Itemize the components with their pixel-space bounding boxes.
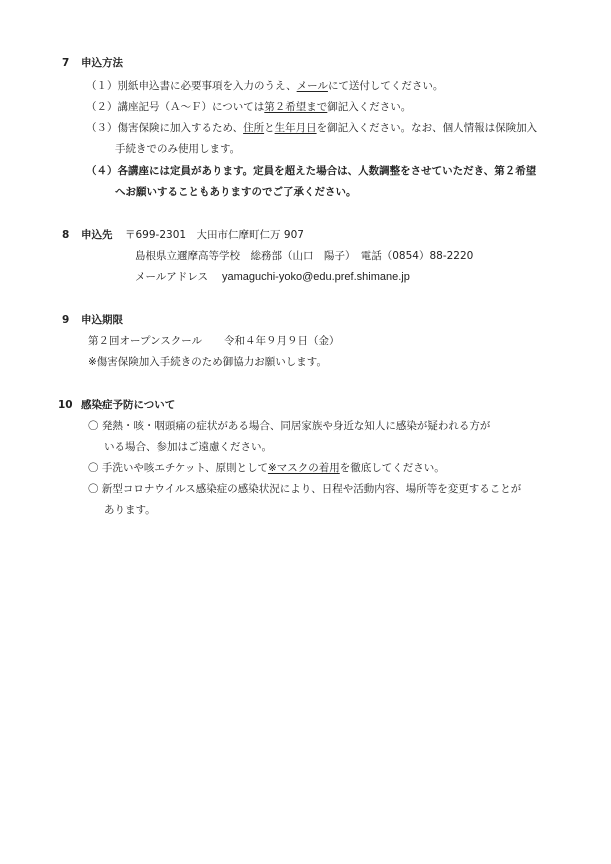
section-9-number: 9	[62, 314, 70, 326]
section-8-number: 8	[62, 229, 70, 241]
item-3-post: を御記入ください。なお、個人情報は保険加入	[316, 122, 538, 134]
section-10-title: 感染症予防について	[81, 399, 176, 411]
item-3	[86, 121, 537, 135]
item-3-continuation: 手続きでのみ使用します。	[115, 143, 241, 155]
organization-contact: 島根県立邇摩高等学校 総務部（山口 陽子） 電話（0854）88-2220	[135, 250, 474, 262]
item-3-mid: と	[264, 122, 275, 134]
item-3-pre: （３）傷害保険に加入するため、	[86, 122, 244, 134]
item-3-emphasis-birthdate: 生年月日	[274, 122, 317, 134]
section-7-title: 申込方法	[81, 57, 123, 69]
bullet-2-pre: 〇 手洗いや咳エチケット、原則として	[88, 462, 268, 474]
email-address: yamaguchi-yoko@edu.pref.shimane.jp	[221, 271, 410, 283]
item-1-post: にて送付してください。	[327, 80, 444, 92]
item-1-emphasis: メール	[296, 80, 328, 92]
bullet-3-line-1: 〇 新型コロナウイルス感染症の感染状況により、日程や活動内容、場所等を変更することが	[88, 483, 522, 495]
item-1-pre: （１）別紙申込書に必要事項を入力のうえ、	[86, 80, 297, 92]
event-name: 第２回オープンスクール	[88, 335, 203, 347]
bullet-1-line-2: いる場合、参加はご遠慮ください。	[104, 441, 272, 453]
email-row	[135, 270, 410, 284]
deadline-date: 令和４年９月９日（金）	[224, 335, 340, 347]
bullet-3-line-2: あります。	[104, 504, 156, 516]
insurance-note: ※傷害保険加入手続きのため御協力お願いします。	[88, 356, 327, 368]
item-4-line-1: （４）各講座には定員があります。定員を超えた場合は、人数調整をさせていただき、第２希望	[86, 165, 537, 177]
section-7-number: 7	[62, 57, 70, 69]
bullet-2-emphasis: ※マスクの着用	[267, 462, 340, 474]
event-row	[88, 334, 340, 348]
section-8-title: 申込先	[81, 229, 113, 241]
item-2-post: 御記入ください。	[327, 101, 412, 113]
section-10-number: 10	[58, 399, 73, 411]
email-label: メールアドレス	[135, 271, 208, 283]
bullet-1-line-1: 〇 発熱・咳・咽頭痛の症状がある場合、同居家族や身近な知人に感染が疑われる方が	[88, 420, 491, 432]
item-1	[86, 79, 443, 93]
bullet-2-post: を徹底してください。	[339, 462, 445, 474]
item-2-pre: （２）講座記号（Ａ～Ｆ）については	[86, 101, 265, 113]
item-3-emphasis-address: 住所	[243, 122, 265, 134]
item-2	[86, 100, 411, 114]
item-2-emphasis: 第２希望まで	[264, 101, 328, 113]
item-4-line-2: へお願いすることもありますのでご了承ください。	[115, 186, 357, 198]
section-9-title: 申込期限	[81, 314, 123, 326]
bullet-2	[88, 461, 445, 475]
postal-address: 〒699-2301 大田市仁摩町仁万 907	[125, 229, 304, 241]
